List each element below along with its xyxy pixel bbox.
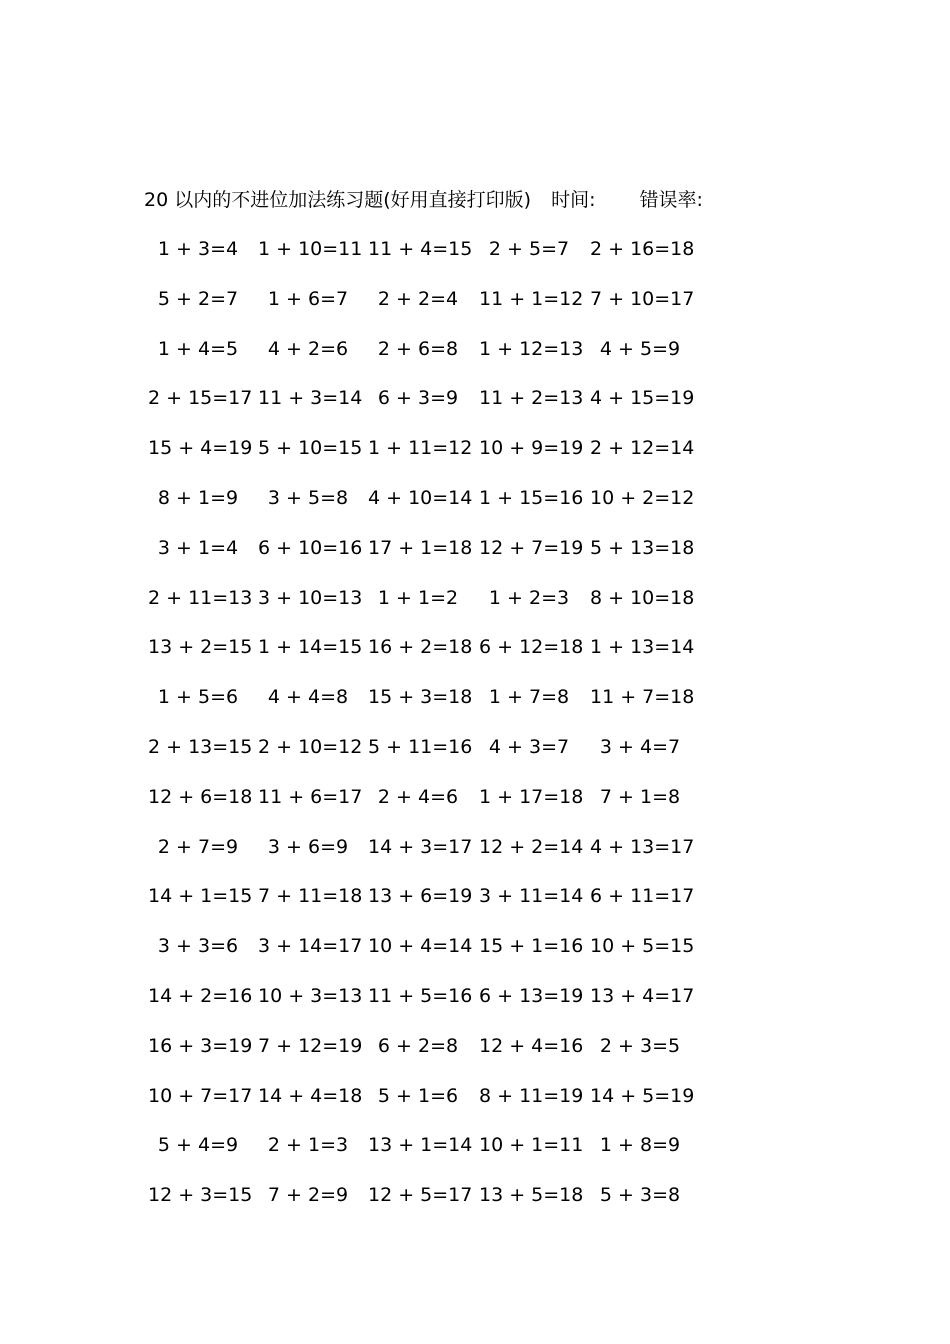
exercise-row xyxy=(148,435,708,485)
exercise-row xyxy=(148,1182,708,1232)
exercise-item: 4 + 10=14 xyxy=(368,486,473,509)
exercise-item: 5 + 1=6 xyxy=(377,1084,459,1107)
exercise-row xyxy=(148,933,708,983)
exercise-row xyxy=(148,1033,708,1083)
exercise-item: 15 + 4=19 xyxy=(148,437,253,460)
exercise-item: 14 + 5=19 xyxy=(590,1084,695,1107)
exercise-item: 8 + 10=18 xyxy=(590,586,695,609)
exercise-item: 5 + 10=15 xyxy=(258,437,363,460)
exercise-row xyxy=(148,385,708,435)
exercise-item: 7 + 1=8 xyxy=(599,785,681,808)
exercise-item: 2 + 1=3 xyxy=(267,1134,349,1157)
exercise-item: 6 + 10=16 xyxy=(258,536,363,559)
exercise-item: 14 + 1=15 xyxy=(148,885,253,908)
exercise-item: 10 + 3=13 xyxy=(258,984,363,1007)
exercise-item: 1 + 1=2 xyxy=(377,586,459,609)
exercise-item: 5 + 11=16 xyxy=(368,735,473,758)
exercise-item: 12 + 4=16 xyxy=(479,1034,584,1057)
exercise-item: 10 + 4=14 xyxy=(368,935,473,958)
exercise-item: 5 + 3=8 xyxy=(599,1184,681,1207)
exercise-item: 1 + 8=9 xyxy=(599,1134,681,1157)
exercise-item: 10 + 9=19 xyxy=(479,437,584,460)
exercise-item: 1 + 11=12 xyxy=(368,437,473,460)
worksheet-header xyxy=(144,186,703,214)
exercise-item: 2 + 6=8 xyxy=(377,337,459,360)
time-label: 时间: xyxy=(551,189,596,211)
exercise-item: 10 + 5=15 xyxy=(590,935,695,958)
exercise-row xyxy=(148,883,708,933)
exercise-row xyxy=(148,286,708,336)
exercise-item: 10 + 7=17 xyxy=(148,1084,253,1107)
exercise-item: 13 + 2=15 xyxy=(148,636,253,659)
exercise-item: 12 + 2=14 xyxy=(479,835,584,858)
exercise-item: 3 + 4=7 xyxy=(599,735,681,758)
exercise-row xyxy=(148,485,708,535)
exercise-item: 5 + 13=18 xyxy=(590,536,695,559)
exercise-item: 11 + 2=13 xyxy=(479,387,584,410)
exercise-item: 7 + 11=18 xyxy=(258,885,363,908)
exercise-row xyxy=(148,535,708,585)
exercise-item: 1 + 15=16 xyxy=(479,486,584,509)
exercise-item: 5 + 2=7 xyxy=(157,287,239,310)
exercise-item: 10 + 1=11 xyxy=(479,1134,584,1157)
exercise-row xyxy=(148,1083,708,1133)
exercise-item: 1 + 7=8 xyxy=(488,686,570,709)
exercise-item: 7 + 2=9 xyxy=(267,1184,349,1207)
exercise-item: 3 + 6=9 xyxy=(267,835,349,858)
exercise-item: 2 + 16=18 xyxy=(590,238,695,260)
exercise-item: 12 + 3=15 xyxy=(148,1184,253,1207)
exercise-item: 2 + 11=13 xyxy=(148,586,253,609)
exercise-item: 5 + 4=9 xyxy=(157,1134,239,1157)
exercise-item: 13 + 6=19 xyxy=(368,885,473,908)
exercise-item: 1 + 10=11 xyxy=(258,238,363,260)
exercise-item: 4 + 15=19 xyxy=(590,387,695,410)
exercise-item: 8 + 1=9 xyxy=(157,486,239,509)
exercise-item: 8 + 11=19 xyxy=(479,1084,584,1107)
exercise-item: 6 + 3=9 xyxy=(377,387,459,410)
exercise-item: 12 + 5=17 xyxy=(368,1184,473,1207)
exercise-item: 6 + 11=17 xyxy=(590,885,695,908)
exercise-item: 1 + 4=5 xyxy=(157,337,239,360)
exercise-item: 1 + 2=3 xyxy=(488,586,570,609)
exercise-item: 1 + 3=4 xyxy=(157,238,239,260)
exercise-row xyxy=(148,734,708,784)
worksheet-title: 20 以内的不进位加法练习题(好用直接打印版) xyxy=(144,189,532,211)
exercise-item: 11 + 6=17 xyxy=(258,785,363,808)
exercise-item: 2 + 12=14 xyxy=(590,437,695,460)
exercise-item: 4 + 2=6 xyxy=(267,337,349,360)
exercise-row xyxy=(148,585,708,635)
exercise-row xyxy=(148,983,708,1033)
exercise-item: 2 + 7=9 xyxy=(157,835,239,858)
exercise-item: 4 + 3=7 xyxy=(488,735,570,758)
exercise-item: 12 + 7=19 xyxy=(479,536,584,559)
exercise-item: 2 + 5=7 xyxy=(488,238,570,260)
exercise-item: 3 + 3=6 xyxy=(157,935,239,958)
exercise-item: 1 + 5=6 xyxy=(157,686,239,709)
exercise-item: 13 + 1=14 xyxy=(368,1134,473,1157)
exercise-item: 10 + 2=12 xyxy=(590,486,695,509)
exercise-item: 7 + 12=19 xyxy=(258,1034,363,1057)
exercise-item: 11 + 5=16 xyxy=(368,984,473,1007)
exercise-item: 13 + 4=17 xyxy=(590,984,695,1007)
exercise-item: 4 + 4=8 xyxy=(267,686,349,709)
exercise-row xyxy=(148,834,708,884)
exercise-item: 15 + 1=16 xyxy=(479,935,584,958)
exercise-item: 3 + 5=8 xyxy=(267,486,349,509)
exercise-item: 11 + 1=12 xyxy=(479,287,584,310)
exercise-item: 2 + 3=5 xyxy=(599,1034,681,1057)
exercise-item: 2 + 15=17 xyxy=(148,387,253,410)
error-rate-label: 错误率: xyxy=(639,189,703,211)
exercise-item: 1 + 6=7 xyxy=(267,287,349,310)
exercise-item: 1 + 13=14 xyxy=(590,636,695,659)
exercise-item: 2 + 13=15 xyxy=(148,735,253,758)
exercise-item: 2 + 10=12 xyxy=(258,735,363,758)
exercise-item: 3 + 10=13 xyxy=(258,586,363,609)
exercise-item: 6 + 2=8 xyxy=(377,1034,459,1057)
exercise-item: 2 + 4=6 xyxy=(377,785,459,808)
exercise-item: 14 + 3=17 xyxy=(368,835,473,858)
exercise-item: 1 + 12=13 xyxy=(479,337,584,360)
exercise-item: 6 + 13=19 xyxy=(479,984,584,1007)
exercise-item: 4 + 13=17 xyxy=(590,835,695,858)
exercise-item: 4 + 5=9 xyxy=(599,337,681,360)
exercise-item: 3 + 14=17 xyxy=(258,935,363,958)
exercise-item: 3 + 1=4 xyxy=(157,536,239,559)
exercise-row xyxy=(148,634,708,684)
exercise-item: 16 + 2=18 xyxy=(368,636,473,659)
exercise-item: 14 + 2=16 xyxy=(148,984,253,1007)
exercise-grid xyxy=(148,236,708,1232)
exercise-item: 3 + 11=14 xyxy=(479,885,584,908)
exercise-item: 1 + 14=15 xyxy=(258,636,363,659)
exercise-item: 6 + 12=18 xyxy=(479,636,584,659)
exercise-item: 15 + 3=18 xyxy=(368,686,473,709)
exercise-row xyxy=(148,336,708,386)
exercise-item: 13 + 5=18 xyxy=(479,1184,584,1207)
exercise-row xyxy=(148,1132,708,1182)
exercise-row xyxy=(148,236,708,286)
exercise-item: 12 + 6=18 xyxy=(148,785,253,808)
exercise-item: 2 + 2=4 xyxy=(377,287,459,310)
exercise-item: 14 + 4=18 xyxy=(258,1084,363,1107)
exercise-item: 11 + 7=18 xyxy=(590,686,695,709)
exercise-item: 16 + 3=19 xyxy=(148,1034,253,1057)
exercise-row xyxy=(148,684,708,734)
exercise-item: 11 + 4=15 xyxy=(368,238,473,260)
exercise-item: 7 + 10=17 xyxy=(590,287,695,310)
exercise-item: 17 + 1=18 xyxy=(368,536,473,559)
exercise-item: 11 + 3=14 xyxy=(258,387,363,410)
exercise-item: 1 + 17=18 xyxy=(479,785,584,808)
exercise-row xyxy=(148,784,708,834)
